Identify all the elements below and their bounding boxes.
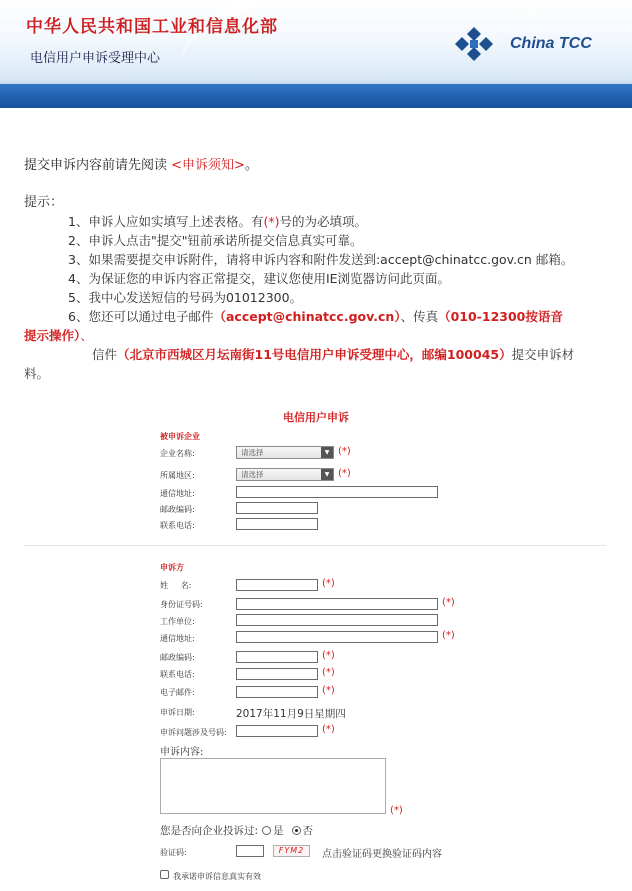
name-input[interactable]	[236, 579, 318, 591]
captcha-label: 验证码:	[160, 848, 187, 857]
company-address-label: 通信地址:	[160, 489, 195, 498]
required-mark: (*)	[338, 446, 351, 457]
id-number-label: 身份证号码:	[160, 600, 203, 609]
tip-6-letter-post: 提交申诉材	[511, 347, 575, 362]
required-mark: (*)	[390, 805, 403, 816]
captcha-hint[interactable]: 点击验证码更换验证码内容	[322, 849, 442, 860]
tip-6-fax: （010-12300按语音	[438, 309, 563, 324]
email-input[interactable]	[236, 686, 318, 698]
tip-5: 5、我中心发送短信的号码为01012300。	[68, 290, 303, 305]
captcha-input[interactable]	[236, 845, 264, 857]
company-name-select-value: 请选择	[241, 448, 264, 457]
tip-1-post: 号的为必填项。	[279, 214, 367, 229]
read-notice-line	[24, 154, 258, 173]
page-header	[0, 0, 632, 108]
complaint-notice-link[interactable]: <申诉须知>	[171, 158, 245, 173]
header-blue-band	[0, 84, 632, 108]
tip-6-line-4: 料。	[24, 366, 50, 381]
phone-label: 联系电话:	[160, 670, 195, 679]
complaint-content-label: 申诉内容:	[160, 747, 204, 758]
region-label: 所属地区:	[160, 471, 195, 480]
radio-no-label: 否	[302, 825, 314, 837]
company-phone-input[interactable]	[236, 518, 318, 530]
id-number-input[interactable]	[236, 598, 438, 610]
required-mark: (*)	[338, 468, 351, 479]
phone-input[interactable]	[236, 668, 318, 680]
company-postcode-label: 邮政编码:	[160, 505, 195, 514]
section-divider	[24, 545, 606, 546]
postcode-label: 邮政编码:	[160, 653, 195, 662]
tip-6-letter-pre: 信件	[92, 347, 118, 362]
address-input[interactable]	[236, 631, 438, 643]
company-phone-label: 联系电话:	[160, 521, 195, 530]
tip-3: 3、如果需要提交申诉附件，请将申诉内容和附件发送到:accept@chinatcc.gov.cn 邮箱。	[68, 252, 574, 267]
required-mark: (*)	[322, 667, 335, 678]
captcha-image[interactable]: FYM2	[273, 845, 310, 857]
complaint-content-textarea[interactable]	[160, 758, 386, 814]
tip-6-line-2	[24, 326, 93, 344]
email-label: 电子邮件:	[160, 688, 195, 697]
read-notice-suffix: 。	[244, 158, 258, 173]
complained-before-row	[160, 823, 313, 838]
tip-6-email: （accept@chinatcc.gov.cn）	[213, 309, 401, 324]
tip-2: 2、申诉人点击"提交"钮前承诺所提交信息真实可靠。	[68, 233, 363, 248]
china-tcc-logo[interactable]	[454, 26, 592, 62]
related-number-input[interactable]	[236, 725, 318, 737]
tip-1-required-mark: (*)	[263, 214, 280, 229]
tip-6-mid: 、传真	[400, 309, 439, 324]
radio-yes-label: 是	[273, 825, 284, 837]
tip-6	[68, 307, 563, 325]
required-mark: (*)	[322, 685, 335, 696]
radio-no[interactable]	[292, 826, 301, 835]
required-mark: (*)	[442, 630, 455, 641]
tip-1	[68, 212, 367, 230]
promise-checkbox[interactable]	[160, 870, 169, 879]
tip-6-pre: 6、您还可以通过电子邮件	[68, 309, 214, 324]
tip-4: 4、为保证您的申诉内容正常提交，建议您使用IE浏览器访问此页面。	[68, 271, 451, 286]
postcode-input[interactable]	[236, 651, 318, 663]
company-name-label: 企业名称:	[160, 449, 195, 458]
chevron-down-icon: ▼	[321, 469, 333, 480]
required-mark: (*)	[322, 724, 335, 735]
work-unit-input[interactable]	[236, 614, 438, 626]
company-section-title: 被申诉企业	[160, 432, 200, 441]
company-name-select[interactable]	[236, 446, 334, 459]
complaint-date-value: 2017年11月9日星期四	[236, 708, 346, 720]
center-name: 电信用户申诉受理中心	[30, 51, 161, 66]
tips-label: 提示：	[24, 195, 64, 210]
tip-1-pre: 1、申诉人应如实填写上述表格。有	[68, 214, 264, 229]
address-label: 通信地址:	[160, 634, 195, 643]
required-mark: (*)	[322, 578, 335, 589]
required-mark: (*)	[322, 650, 335, 661]
tip-6-fax-cont: 提示操作）	[24, 328, 81, 343]
ministry-title: 中华人民共和国工业和信息化部	[26, 17, 278, 37]
name-label: 姓 名:	[160, 581, 192, 590]
tip-6-address: （北京市西城区月坛南街11号电信用户申诉受理中心，邮编100045）	[117, 347, 512, 362]
radio-yes[interactable]	[262, 826, 271, 835]
read-notice-prefix: 提交申诉内容前请先阅读	[24, 158, 168, 173]
complained-before-label: 您是否向企业投诉过:	[160, 825, 259, 837]
promise-label: 我承诺申诉信息真实有效	[173, 872, 261, 881]
form-title: 电信用户申诉	[283, 411, 349, 424]
related-number-label: 申诉问题涉及号码:	[160, 728, 227, 737]
complaint-date-label: 申诉日期:	[160, 708, 195, 717]
company-postcode-input[interactable]	[236, 502, 318, 514]
tip-6-line-3	[92, 345, 574, 363]
logo-text: China TCC	[510, 35, 592, 52]
complainant-section-title: 申诉方	[160, 563, 184, 572]
work-unit-label: 工作单位:	[160, 617, 195, 626]
company-address-input[interactable]	[236, 486, 438, 498]
required-mark: (*)	[442, 597, 455, 608]
china-tcc-emblem-icon	[454, 26, 494, 62]
tip-6-separator: 、	[80, 328, 93, 343]
chevron-down-icon: ▼	[321, 447, 333, 458]
region-select[interactable]	[236, 468, 334, 481]
region-select-value: 请选择	[241, 470, 264, 479]
